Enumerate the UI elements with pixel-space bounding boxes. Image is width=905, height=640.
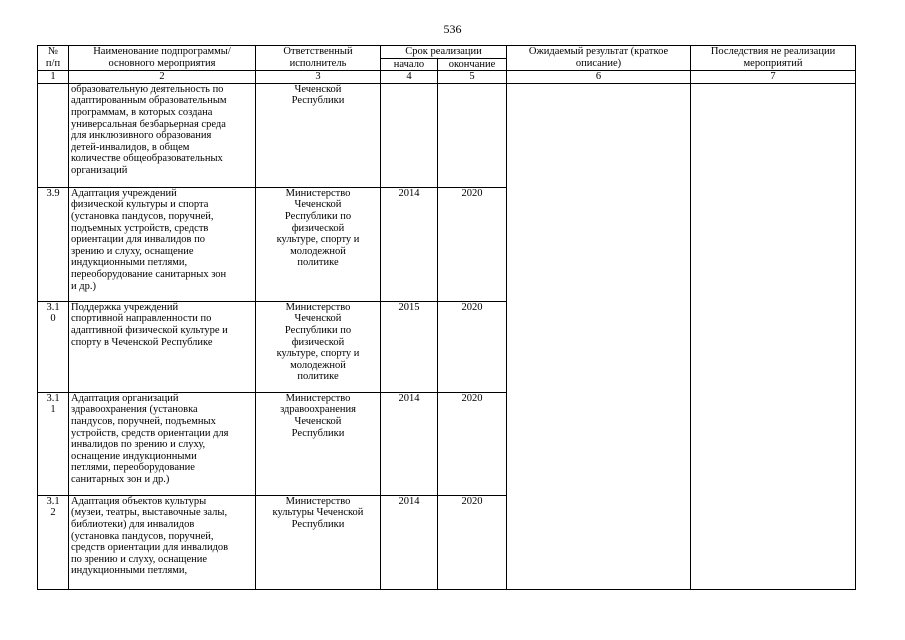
column-number: 5	[438, 71, 507, 84]
header-start: начало	[381, 58, 438, 71]
responsible-executor: Министерство Чеченской Республики по физической культуре, спорту и молодежной политике	[256, 187, 381, 301]
period-end	[438, 83, 507, 187]
column-number: 2	[69, 71, 256, 84]
consequences	[691, 83, 856, 589]
period-start: 2014	[381, 187, 438, 301]
activity-name: образовательную деятельность по адаптированным образовательным программам, в которых создана универсальная безбарьерная среда для инклюзивного образования детей-инвалидов, в общем количестве общеобразовательных организаций	[69, 83, 256, 187]
program-table	[37, 45, 856, 590]
header-name: Наименование подпрограммы/ основного мероприятия	[69, 46, 256, 71]
period-end: 2020	[438, 392, 507, 495]
responsible-executor: Министерство Чеченской Республики по физической культуре, спорту и молодежной политике	[256, 301, 381, 392]
period-start: 2014	[381, 495, 438, 589]
column-number: 7	[691, 71, 856, 84]
activity-name: Адаптация учреждений физической культуры и спорта (установка пандусов, поручней, подъемных устройств, средств ориентации для инвалидов по зрению и слуху, оснащение индукционными петлями, переоборудование санитарных зон и др.)	[69, 187, 256, 301]
header-responsible: Ответственный исполнитель	[256, 46, 381, 71]
header-consequences: Последствия не реализации мероприятий	[691, 46, 856, 71]
column-number: 3	[256, 71, 381, 84]
responsible-executor: Чеченской Республики	[256, 83, 381, 187]
column-number: 1	[38, 71, 69, 84]
activity-name: Адаптация объектов культуры (музеи, театры, выставочные залы, библиотеки) для инвалидов (установка пандусов, поручней, средств ориентации для инвалидов по зрению и слуху, оснащение индукционными петлями,	[69, 495, 256, 589]
row-number	[38, 83, 69, 187]
period-start: 2015	[381, 301, 438, 392]
responsible-executor: Министерство культуры Чеченской Республики	[256, 495, 381, 589]
column-number-row	[38, 71, 856, 84]
row-number: 3.1 0	[38, 301, 69, 392]
row-number: 3.1 1	[38, 392, 69, 495]
header-result: Ожидаемый результат (краткое описание)	[507, 46, 691, 71]
period-start: 2014	[381, 392, 438, 495]
activity-name: Адаптация организаций здравоохранения (установка пандусов, поручней, подъемных устройств, средств ориентации для инвалидов по зрению и слуху, оснащение индукционными петлями, переоборудование санитарных зон и др.)	[69, 392, 256, 495]
column-number: 6	[507, 71, 691, 84]
page-number: 536	[443, 22, 462, 36]
period-end: 2020	[438, 187, 507, 301]
header-end: окончание	[438, 58, 507, 71]
period-end: 2020	[438, 301, 507, 392]
table-row	[38, 83, 856, 187]
header-period: Срок реализации	[381, 46, 507, 59]
period-end: 2020	[438, 495, 507, 589]
activity-name: Поддержка учреждений спортивной направленности по адаптивной физической культуре и спорту в Чеченской Республике	[69, 301, 256, 392]
header-no: № п/п	[38, 46, 69, 71]
responsible-executor: Министерство здравоохранения Чеченской Республики	[256, 392, 381, 495]
period-start	[381, 83, 438, 187]
expected-result	[507, 83, 691, 589]
row-number: 3.9	[38, 187, 69, 301]
column-number: 4	[381, 71, 438, 84]
row-number: 3.1 2	[38, 495, 69, 589]
